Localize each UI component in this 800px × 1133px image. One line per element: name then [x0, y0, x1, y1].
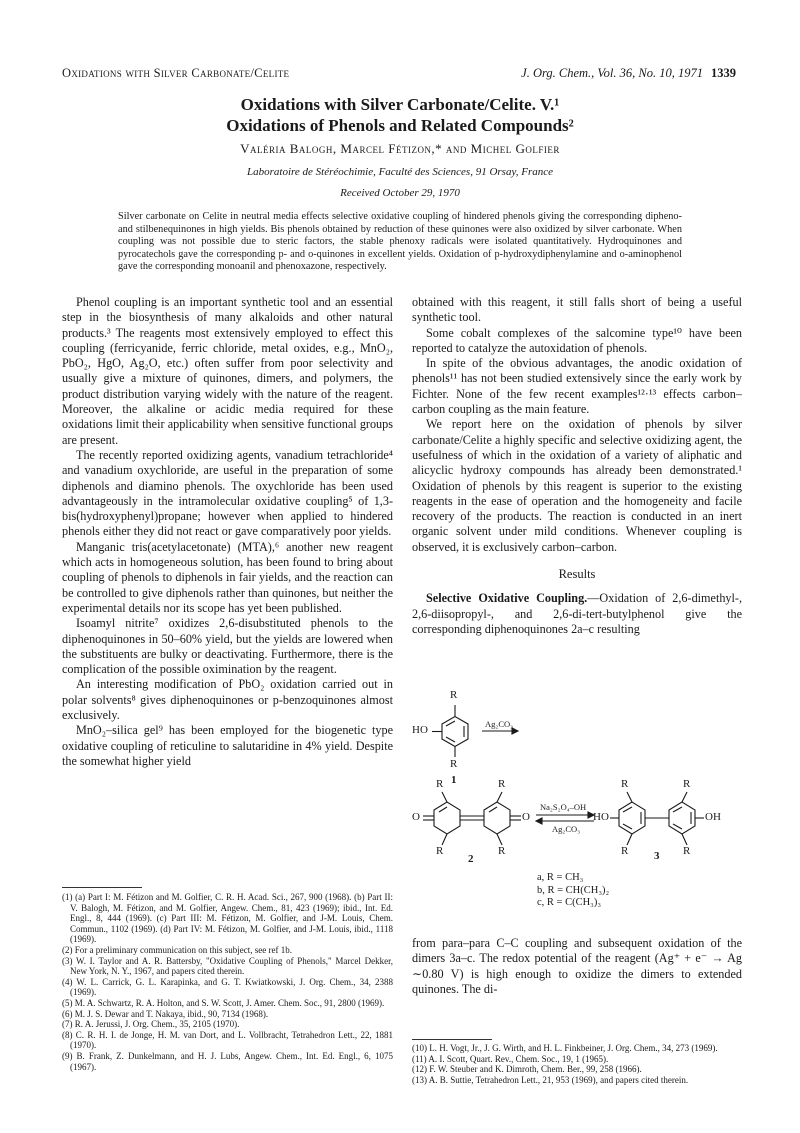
paragraph: In spite of the obvious advantages, the anodic oxidation of phenols¹¹ has not been studied extensively since the early work by Fichter. None of the few recent examples¹²·¹³ effects carbon–carbon coupling as the main feature.	[412, 356, 742, 417]
compound-number-3: 3	[654, 850, 660, 862]
substituent-label: R	[436, 845, 444, 857]
footnote: (9) B. Frank, Z. Dunkelmann, and H. J. Lubs, Angew. Chem., Int. Ed. Engl., 6, 1075 (1967).	[62, 1050, 393, 1072]
substituent-label: R	[498, 845, 506, 857]
affiliation: Laboratoire de Stéréochimie, Faculté des Sciences, 91 Orsay, France	[247, 166, 553, 178]
title-line-1: Oxidations with Silver Carbonate/Celite. V.¹	[240, 95, 560, 114]
substituent-label: R	[436, 778, 444, 790]
footnotes-left	[62, 892, 393, 1072]
footnote: (3) W. I. Taylor and A. R. Battersby, "Oxidative Coupling of Phenols," Marcel Dekker, New York, N. Y., 1967, and papers cited therein.	[62, 955, 393, 977]
substituent-label: R	[450, 689, 458, 701]
compound-number-2: 2	[468, 853, 474, 865]
abstract: Silver carbonate on Celite in neutral media effects selective oxidative coupling of hindered phenols giving the corresponding dipheno- and stilbenequinones in high yields. Bis phenols obtained by reduction of these quinones were also oxidized by silver carbonate. When coupling was not possible due to steric factors, the stable phenoxy radicals were isolated quantitatively. Hydroquinones and pyrocatechols gave the corresponding p- and o-quinones in excellent yields. Oxidation of p-hydroxydiphenylamine and o-aminophenol gave the corresponding monoanil and phenoxazone, respectively.	[118, 211, 682, 273]
received-date: Received October 29, 1970	[340, 187, 460, 199]
substituent-label: R	[621, 778, 629, 790]
footnote: (6) M. J. S. Dewar and T. Nakaya, ibid., 90, 7134 (1968).	[62, 1008, 269, 1019]
substituent-label: R	[683, 778, 691, 790]
paragraph: from para–para C–C coupling and subsequent oxidation of the dimers 3a–c. The redox potential of the reagent (Ag⁺ + e⁻ → Ag ∼0.80 V) is high enough to oxidize the dimers to extended quinones. The di-	[412, 936, 742, 996]
oxygen-label: O	[522, 811, 530, 823]
page-number: 1339	[711, 66, 736, 80]
substituent-key	[537, 872, 609, 910]
results-text: —Oxidation of 2,6-dimethyl-, 2,6-diisopropyl-, and 2,6-di-tert-butylphenol give the corresponding diphenoquinones 2a–c resulting	[412, 591, 743, 636]
footnote: (1) (a) Part I: M. Fétizon and M. Golfier, C. R. H. Acad. Sci., 267, 900 (1968). (b) Part II: V. Balogh, M. Fétizon, and M. Golfier, Angew. Chem., 81, 423 (1969); ibid., Int. Ed. Engl., 8, 444 (1969). (c) Part III: M. Fétizon, M. Golfier, and J-M. Louis, Chem. Commun., 1102 (1969). (d) Part IV: M. Fétizon, M. Golfier, and J-M. Louis, ibid., 1118 (1969).	[62, 892, 393, 945]
paragraph: An interesting modification of PbO₂ oxidation carried out in polar solvents⁸ gives diphenoquinones or p-benzoquinones almost exclusively.	[62, 677, 393, 723]
footnotes-right	[412, 1043, 742, 1085]
running-head-title: Oxidations with Silver Carbonate/Celite	[62, 66, 290, 80]
paragraph: obtained with this reagent, it still falls short of being a useful synthetic tool.	[412, 295, 742, 325]
paragraph: Some cobalt complexes of the salcomine type¹⁰ have been reported to catalyze the autoxidation of phenols.	[412, 325, 742, 355]
title-line-2: Oxidations of Phenols and Related Compounds²	[226, 116, 574, 135]
run-in-heading: Selective Oxidative Coupling.	[426, 591, 588, 606]
footnote: (10) L. H. Vogt, Jr., J. G. Wirth, and H. L. Finkbeiner, J. Org. Chem., 34, 273 (1969).	[412, 1043, 718, 1053]
hydroxyl-label: HO	[412, 724, 428, 736]
hydroxyl-label: HO	[593, 811, 609, 823]
paragraph	[412, 591, 742, 637]
authors: Valéria Balogh, Marcel Fétizon,* and Michel Golfier	[240, 141, 560, 156]
footnote: (12) F. W. Steuber and K. Dimroth, Chem. Ber., 99, 258 (1966).	[412, 1064, 642, 1075]
quinone-ring-left	[434, 802, 460, 834]
substituent-label: R	[621, 845, 629, 857]
substituent-label: R	[683, 845, 691, 857]
hydroxyl-label: OH	[705, 811, 721, 823]
section-heading-results: Results	[558, 567, 596, 582]
footnote-rule	[412, 1039, 492, 1040]
reagent-label: Ag₂CO₃	[552, 824, 581, 834]
substituent-label: R	[498, 778, 506, 790]
substituent-label: R	[450, 758, 458, 770]
paragraph: Phenol coupling is an important synthetic tool and an essential step in the biosynthesis of many alkaloids and other natural products.³ The reagents most extensively employed to effect this coupling (ferricyanide, ferric chloride, metal oxides, e.g., MnO₂, PbO₂, HgO, Ag₂O, etc.) often suffer from poor selectivity and usually give a mixture of quinones, dimers, and polymers, the product distribution varying widely with the nature of the reagent. Moreover, the alkaline or acidic media required for these oxidations limit their applicability when sensitive functional groups are present.	[62, 295, 393, 447]
footnote: (2) For a preliminary communication on this subject, see ref 1b.	[62, 944, 292, 955]
paragraph: MnO₂–silica gel⁹ has been employed for the biogenetic type oxidative coupling of reticuline to salutaridine in 4% yield. Despite the somewhat higher yield	[62, 723, 393, 768]
reagent-label: Ag₂CO₃	[485, 719, 514, 729]
reaction-scheme	[412, 660, 742, 925]
quinone-ring-right	[484, 802, 510, 834]
substituent-b: b, R = CH(CH₃)₂	[537, 884, 610, 896]
article-title	[60, 94, 740, 136]
footnote-rule	[62, 887, 142, 888]
paragraph: We report here on the oxidation of phenols by silver carbonate/Celite a highly specific and selective oxidizing agent, the usefulness of which in the oxidation of a variety of aliphatic and alicyclic hydroxy compounds has already been demonstrated.¹ Oxidation of phenols by this reagent is superior to the existing reagents in the ease of operation and the homogeneity and facile recovery of the products. The reaction is conducted in an inert organic solvent under mild conditions. Whenever coupling is observed, it is exclusively carbon–carbon.	[412, 417, 742, 554]
footnote: (11) A. I. Scott, Quart. Rev., Chem. Soc., 19, 1 (1965).	[412, 1053, 609, 1064]
footnote: (8) C. R. H. I. de Jonge, H. M. van Dort, and L. Vollbracht, Tetrahedron Lett., 22, 1881 (1970).	[62, 1029, 393, 1051]
reagent-label: Na₂S₂O₄–OH	[540, 802, 587, 812]
footnote: (5) M. A. Schwartz, R. A. Holton, and S. W. Scott, J. Amer. Chem. Soc., 91, 2800 (1969).	[62, 997, 385, 1008]
right-column-continued	[412, 936, 742, 997]
substituent-a: a, R = CH₃	[537, 872, 584, 883]
left-column	[62, 295, 393, 769]
compound-number-1: 1	[451, 774, 457, 786]
footnote: (4) W. L. Carrick, G. L. Karapinka, and G. T. Kwiatkowski, J. Org. Chem., 34, 2388 (1969).	[62, 976, 393, 998]
paragraph: Isoamyl nitrite⁷ oxidizes 2,6-disubstituted phenols to the diphenoquinones in 50–60% yield, but the yields are lowered when the substituents are bulky or deactivating. Furthermore, there is the complication of the possible oximination by the reagent.	[62, 616, 393, 677]
paragraph: The recently reported oxidizing agents, vanadium tetrachloride⁴ and vanadium oxychloride, are useful in the preparation of some diphenols and diamino phenols. The oxychloride has been used advantageously in the intramolecular oxidative coupling⁵ of 1,3-bis(hydroxyphenyl)propane; however when applied to hindered phenols either they did not react or gave comparatively poor yields.	[62, 447, 393, 539]
oxygen-label: O	[412, 811, 420, 823]
right-column	[412, 295, 742, 637]
running-head	[62, 66, 736, 84]
substituent-c: c, R = C(CH₃)₃	[537, 897, 601, 908]
footnote: (13) A. B. Suttie, Tetrahedron Lett., 21, 953 (1969), and papers cited therein.	[412, 1074, 689, 1085]
journal-citation: J. Org. Chem., Vol. 36, No. 10, 1971	[521, 66, 703, 80]
footnote: (7) R. A. Jerussi, J. Org. Chem., 35, 2105 (1970).	[62, 1019, 240, 1030]
running-head-journal	[521, 66, 736, 81]
paragraph: Manganic tris(acetylacetonate) (MTA),⁶ another new reagent which acts in homogeneous solution, has been found to bring about coupling of phenols to diphenols in fair yields, and the reaction can be controlled to give diphenols rather than quinones, but neither the experimental details nor its scope has yet been published.	[62, 539, 393, 615]
